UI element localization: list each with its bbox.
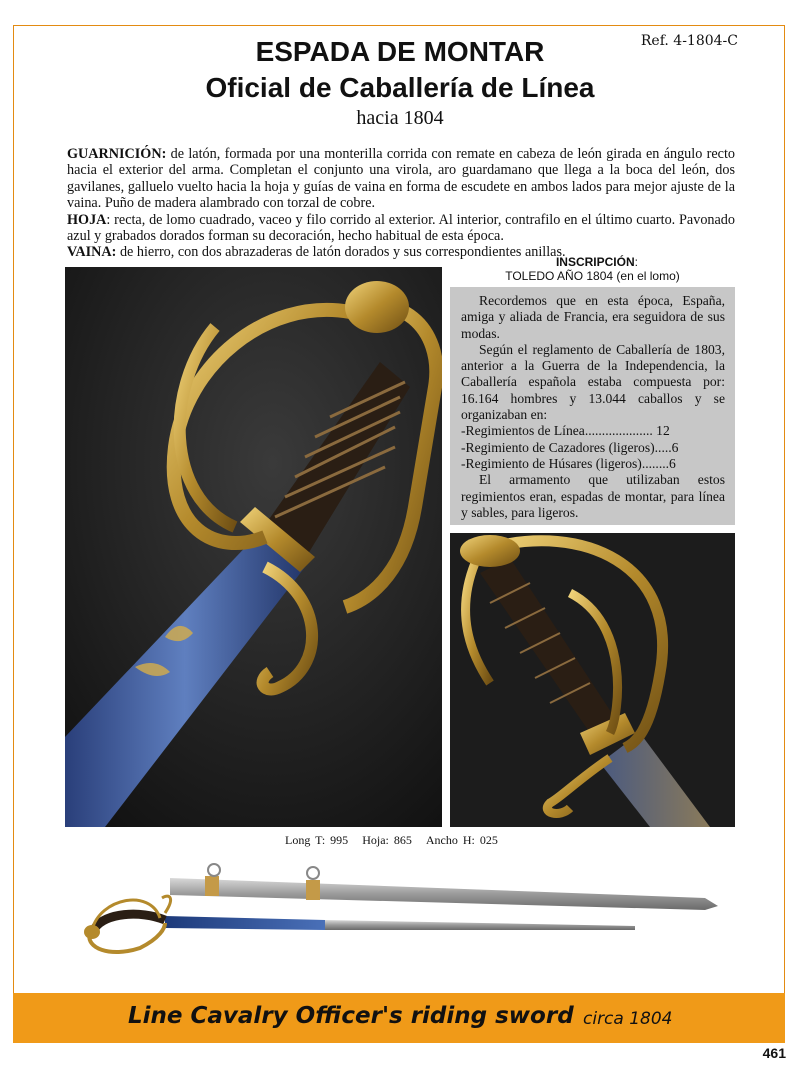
blade-width: Ancho H: 025 xyxy=(425,833,498,847)
page-subtitle: Oficial de Caballería de Línea xyxy=(205,72,595,103)
note-paragraph-2: Según el reglamento de Caballería de 1803, anterior a la Guerra de la Independencia, la Caballería española estaba compuesta por: 16.164 hombres y 13.044 caballos y se organizaban en: xyxy=(461,341,725,423)
inscription-label: INSCRIPCIÓN: xyxy=(555,255,638,269)
banner-subtitle: circa 1804 xyxy=(583,1009,673,1029)
vaina-text: de hierro, con dos abrazaderas de latón dorados y sus correspondientes anillas. xyxy=(116,244,566,261)
hoja-text: : recta, de lomo cuadrado, vaceo y filo corrido al exterior. Al interior, contrafilo en el último cuarto. Pavonado azul y grabados dorados forman su decoración, hecho habitual de esta época. xyxy=(67,211,735,245)
hoja-paragraph xyxy=(67,212,735,245)
inscription-text: TOLEDO AÑO 1804 (en el lomo) xyxy=(505,269,680,283)
note-paragraph-3: El armamento que utilizaban estos regimientos eran, espadas de montar, para línea y sables, para ligeros. xyxy=(461,472,725,520)
sword-hilt-side-illustration xyxy=(450,533,735,827)
guarnicion-text: de latón, formada por una monterilla corrida con remate en cabeza de león girada en ángulo recto hacia el exterior del arma. Completan el conjunto una virola, aro guardamano que llega a la boca del león, dos gavilanes, galluelo vuelto hacia la hoja y guías de vaina en forma de escudete en ambos lados para mejor ajuste de la vaina. Puño de madera alambrado con torzal de cobre. xyxy=(67,146,735,212)
historical-note-box xyxy=(450,287,735,525)
description-block xyxy=(67,146,735,261)
total-length: Long T: 995 xyxy=(285,833,349,847)
banner-title: Line Cavalry Officer's riding sword xyxy=(128,1003,574,1029)
hoja-label: HOJA xyxy=(67,211,107,228)
vaina-label: VAINA: xyxy=(67,244,117,261)
reference-code: Ref. 4-1804-C xyxy=(640,33,738,49)
guarnicion-paragraph xyxy=(67,146,735,212)
sword-hilt-illustration xyxy=(65,267,442,827)
full-sword-photo xyxy=(80,858,725,968)
blade-length: Hoja: 865 xyxy=(362,833,412,847)
note-paragraph-1: Recordemos que en esta época, España, amiga y aliada de Francia, era seguidora de sus modas. xyxy=(461,293,725,341)
page-number: 461 xyxy=(762,1045,786,1061)
note-list-item: -Regimiento de Cazadores (ligeros).....6 xyxy=(461,439,679,455)
note-list-item: -Regimiento de Húsares (ligeros)........6 xyxy=(461,455,676,471)
dimensions-line xyxy=(285,833,512,848)
note-list-item: -Regimientos de Línea.................... 12 xyxy=(461,423,670,439)
sword-and-scabbard-illustration xyxy=(80,858,725,968)
hilt-photo-small xyxy=(450,533,735,827)
hilt-photo-large xyxy=(65,267,442,827)
guarnicion-label: GUARNICIÓN: xyxy=(67,146,167,162)
date-label: hacia 1804 xyxy=(356,107,444,129)
page-title: ESPADA DE MONTAR xyxy=(255,36,545,67)
